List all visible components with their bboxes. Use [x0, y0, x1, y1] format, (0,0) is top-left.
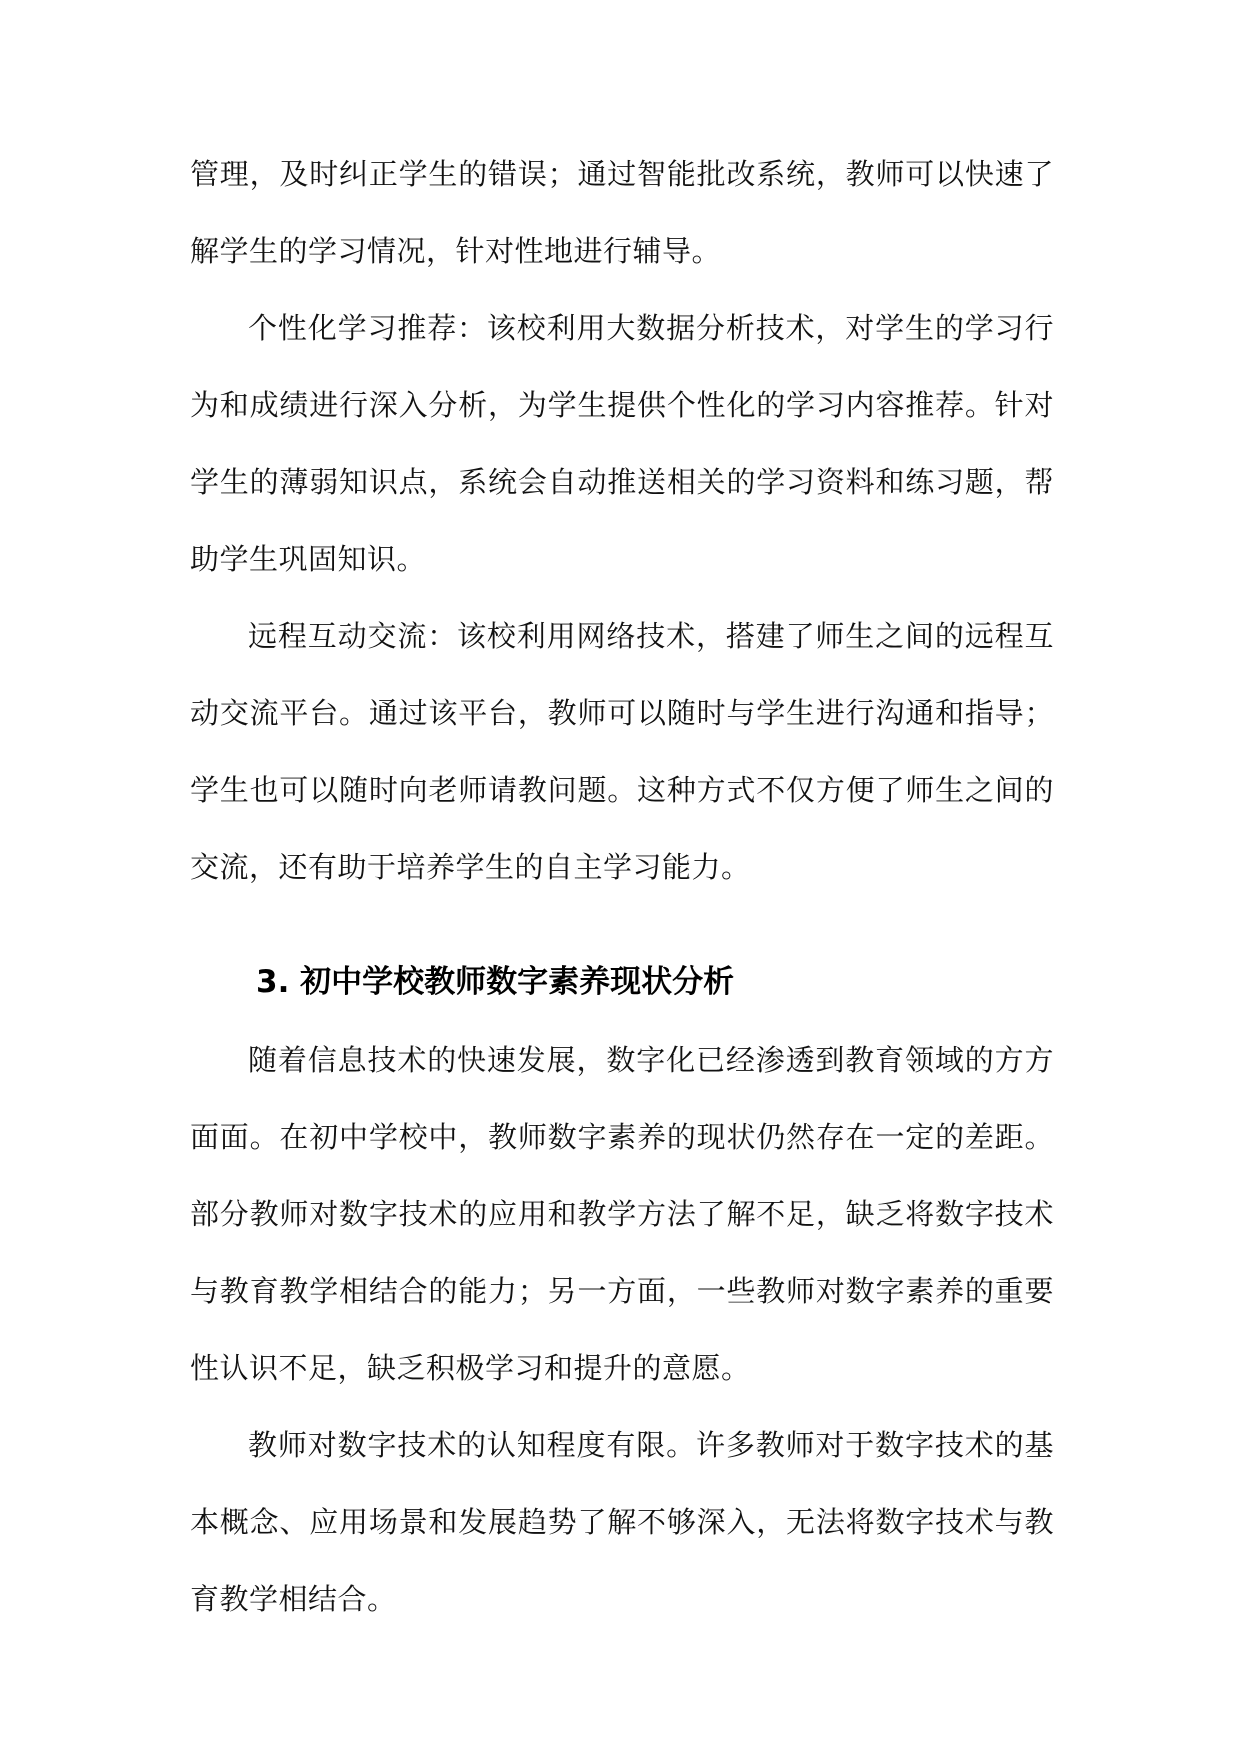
spacer — [190, 906, 1054, 942]
paragraph-remote-interaction: 远程互动交流：该校利用网络技术，搭建了师生之间的远程互动交流平台。通过该平台，教师可以随时与学生进行沟通和指导；学生也可以随时向老师请教问题。这种方式不仅方便了师生之间的交流，还有助于培养学生的自主学习能力。 — [190, 619, 1054, 884]
document-body — [190, 136, 1054, 1638]
paragraph-limited-cognition: 教师对数字技术的认知程度有限。许多教师对于数字技术的基本概念、应用场景和发展趋势了解不够深入，无法将数字技术与教育教学相结合。 — [190, 1428, 1054, 1616]
paragraph-digital-literacy-status: 随着信息技术的快速发展，数字化已经渗透到教育领域的方方面面。在初中学校中，教师数字素养的现状仍然存在一定的差距。部分教师对数字技术的应用和教学方法了解不足，缺乏将数字技术与教育教学相结合的能力；另一方面，一些教师对数字素养的重要性认识不足，缺乏积极学习和提升的意愿。 — [190, 1043, 1054, 1385]
paragraph-personalized-recommendation: 个性化学习推荐：该校利用大数据分析技术，对学生的学习行为和成绩进行深入分析，为学生提供个性化的学习内容推荐。针对学生的薄弱知识点，系统会自动推送相关的学习资料和练习题，帮助学生巩固知识。 — [190, 311, 1054, 576]
section-heading: 3. 初中学校教师数字素养现状分析 — [256, 964, 735, 1000]
paragraph-grading-continuation: 管理，及时纠正学生的错误；通过智能批改系统，教师可以快速了解学生的学习情况，针对性地进行辅导。 — [190, 157, 1054, 268]
